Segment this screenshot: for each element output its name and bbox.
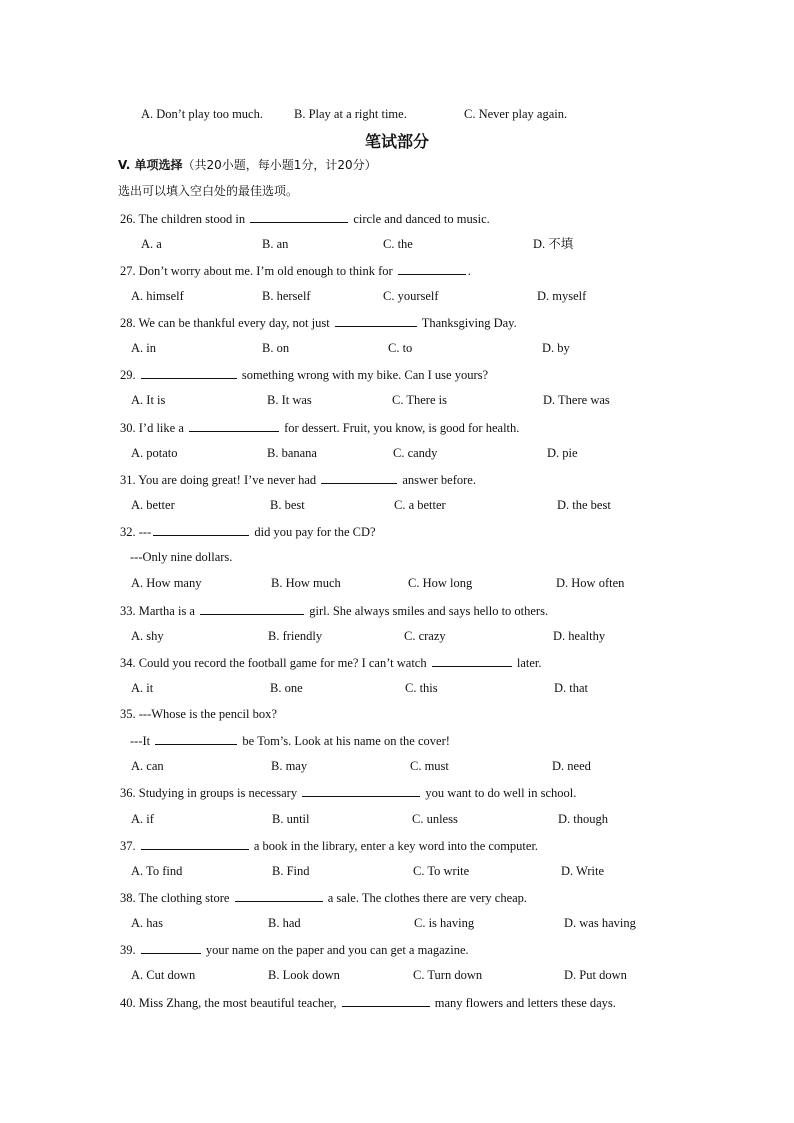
listening-option-c: C. Never play again. [464, 107, 568, 121]
question-39 [120, 941, 469, 958]
question-29 [120, 366, 488, 383]
option-b[interactable]: B. on [262, 341, 290, 355]
option-a[interactable]: A. a [141, 237, 162, 251]
question-38 [120, 889, 527, 906]
question-text: be Tom’s. Look at his name on the cover! [242, 734, 450, 748]
question-text: many flowers and letters these days. [434, 996, 616, 1010]
option-c[interactable]: C. is having [414, 916, 475, 930]
answer-blank[interactable] [155, 732, 237, 745]
option-d[interactable]: D. There was [543, 393, 610, 407]
option-b[interactable]: B. It was [267, 393, 312, 407]
question-text: girl. She always smiles and says hello to others. [309, 604, 549, 618]
answer-blank[interactable] [398, 262, 466, 275]
question-text: 33. Martha is a [120, 604, 195, 618]
option-d[interactable]: D. the best [557, 498, 611, 512]
question-text: 26. The children stood in [120, 212, 246, 226]
option-c[interactable]: C. How long [408, 576, 473, 590]
answer-blank[interactable] [141, 941, 201, 954]
option-d[interactable]: D. Put down [564, 968, 627, 982]
question-36 [120, 784, 576, 801]
option-b[interactable]: B. How much [271, 576, 341, 590]
option-a[interactable]: A. better [131, 498, 175, 512]
section-heading-rest: （共20小题，每小题1分，计20分） [182, 158, 377, 172]
option-d[interactable]: D. pie [547, 446, 578, 460]
option-a[interactable]: A. Cut down [131, 968, 196, 982]
answer-blank[interactable] [141, 366, 237, 379]
answer-blank[interactable] [302, 784, 420, 797]
question-text: ---It [130, 734, 151, 748]
option-a[interactable]: A. himself [131, 289, 184, 303]
question-text: something wrong with my bike. Can I use yours? [241, 368, 489, 382]
option-d[interactable]: D. though [558, 812, 608, 826]
question-31 [120, 471, 476, 488]
question-30 [120, 419, 519, 436]
question-text: your name on the paper and you can get a magazine. [205, 943, 469, 957]
option-c[interactable]: C. candy [393, 446, 438, 460]
option-b[interactable]: B. banana [267, 446, 317, 460]
option-b[interactable]: B. until [272, 812, 310, 826]
question-35: 35. ---Whose is the pencil box? [120, 707, 277, 721]
option-a[interactable]: A. How many [131, 576, 202, 590]
question-text: did you pay for the CD? [254, 525, 376, 539]
option-d[interactable]: D. by [542, 341, 570, 355]
page-title: 笔试部分 [364, 132, 429, 151]
question-text: a sale. The clothes there are very cheap. [327, 891, 528, 905]
option-c[interactable]: C. unless [412, 812, 458, 826]
answer-blank[interactable] [335, 314, 417, 327]
option-d[interactable]: D. Write [561, 864, 605, 878]
question-text: 31. You are doing great! I’ve never had [120, 473, 317, 487]
option-a[interactable]: A. potato [131, 446, 178, 460]
option-c[interactable]: C. a better [394, 498, 446, 512]
option-c[interactable]: C. crazy [404, 629, 446, 643]
question-text: 36. Studying in groups is necessary [120, 786, 298, 800]
answer-blank[interactable] [200, 602, 304, 615]
option-c[interactable]: C. this [405, 681, 438, 695]
option-c[interactable]: C. To write [413, 864, 470, 878]
option-d[interactable]: D. myself [537, 289, 587, 303]
question-text: 27. Don’t worry about me. I’m old enough to think for [120, 264, 393, 278]
option-c[interactable]: C. There is [392, 393, 447, 407]
option-d[interactable]: D. was having [564, 916, 636, 930]
question-text: 30. I’d like a [120, 421, 184, 435]
question-text: 38. The clothing store [120, 891, 230, 905]
question-33 [120, 602, 548, 619]
section-instruction: 选出可以填入空白处的最佳选项。 [118, 184, 299, 198]
section-heading-bold: V. 单项选择 [118, 158, 183, 172]
question-text: 34. Could you record the football game for me? I can’t watch [120, 656, 427, 670]
answer-blank[interactable] [250, 210, 348, 223]
option-a[interactable]: A. It is [131, 393, 166, 407]
option-c[interactable]: C. to [388, 341, 413, 355]
question-37 [120, 837, 538, 854]
option-b[interactable]: B. Look down [268, 968, 340, 982]
option-a[interactable]: A. in [131, 341, 156, 355]
question-text: 40. Miss Zhang, the most beautiful teacher, [120, 996, 337, 1010]
question-text: . [467, 264, 471, 278]
option-a[interactable]: A. if [131, 812, 154, 826]
question-text: you want to do well in school. [425, 786, 577, 800]
answer-blank[interactable] [432, 654, 512, 667]
option-d[interactable]: D. How often [556, 576, 625, 590]
listening-option-a: A. Don’t play too much. [141, 107, 263, 121]
answer-blank[interactable] [342, 994, 430, 1007]
section-heading [118, 157, 377, 173]
question-27 [120, 262, 471, 279]
option-a[interactable]: A. it [131, 681, 154, 695]
option-b[interactable]: B. herself [262, 289, 311, 303]
listening-option-b: B. Play at a right time. [294, 107, 407, 121]
option-c[interactable]: C. Turn down [413, 968, 483, 982]
answer-blank[interactable] [321, 471, 397, 484]
question-35-reply [130, 732, 450, 749]
option-b[interactable]: B. Find [272, 864, 310, 878]
question-34 [120, 654, 542, 671]
option-c[interactable]: C. the [383, 237, 413, 251]
option-b[interactable]: B. one [270, 681, 303, 695]
option-b[interactable]: B. friendly [268, 629, 323, 643]
option-d[interactable]: D. that [554, 681, 589, 695]
question-28 [120, 314, 517, 331]
question-text: answer before. [402, 473, 476, 487]
option-a[interactable]: A. has [131, 916, 163, 930]
option-b[interactable]: B. an [262, 237, 289, 251]
question-26 [120, 210, 490, 227]
question-text: 39. [120, 943, 136, 957]
option-c[interactable]: C. must [410, 759, 449, 773]
answer-blank[interactable] [235, 889, 323, 902]
answer-blank[interactable] [189, 419, 279, 432]
option-a[interactable]: A. can [131, 759, 164, 773]
option-b[interactable]: B. best [270, 498, 305, 512]
question-text: circle and danced to music. [353, 212, 490, 226]
question-32 [120, 523, 376, 540]
question-text: a book in the library, enter a key word into the computer. [253, 839, 539, 853]
option-b[interactable]: B. may [271, 759, 308, 773]
question-text: 29. [120, 368, 136, 382]
question-text: 32. --- [120, 525, 152, 539]
question-text: Thanksgiving Day. [421, 316, 517, 330]
answer-blank[interactable] [141, 837, 249, 850]
option-d[interactable]: D. healthy [553, 629, 606, 643]
question-text: 28. We can be thankful every day, not just [120, 316, 330, 330]
question-40 [120, 994, 616, 1011]
option-d[interactable]: D. 不填 [533, 237, 574, 251]
question-text: for dessert. Fruit, you know, is good for health. [284, 421, 520, 435]
option-b[interactable]: B. had [268, 916, 301, 930]
option-c[interactable]: C. yourself [383, 289, 439, 303]
option-a[interactable]: A. To find [131, 864, 183, 878]
option-d[interactable]: D. need [552, 759, 591, 773]
question-text: later. [516, 656, 542, 670]
answer-blank[interactable] [153, 523, 249, 536]
question-32-reply: ---Only nine dollars. [130, 550, 233, 564]
option-a[interactable]: A. shy [131, 629, 164, 643]
question-text: 37. [120, 839, 136, 853]
